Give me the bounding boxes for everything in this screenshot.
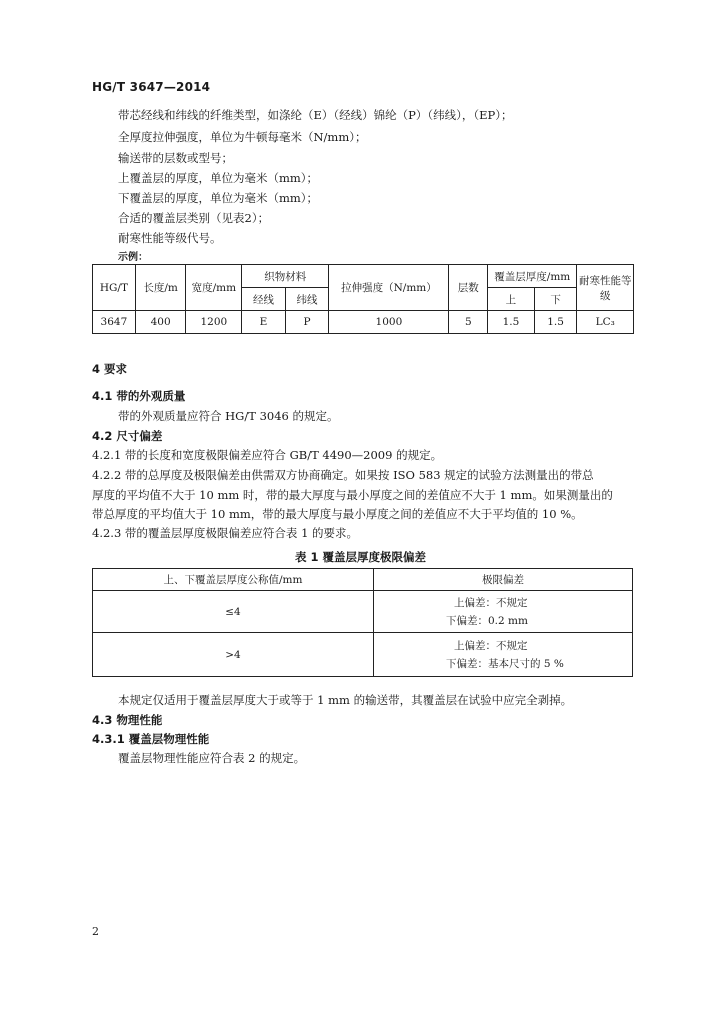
section-4-2-1-text: 4.2.1 带的长度和宽度极限偏差应符合 GB/T 4490—2009 的规定。	[92, 448, 443, 462]
intro-line-5: 下覆盖层的厚度，单位为毫米（mm）；	[118, 191, 319, 205]
deviation-cell	[374, 591, 633, 633]
section-4-1-heading: 4.1 带的外观质量	[92, 389, 186, 403]
col-hgt: HG/T	[93, 265, 136, 311]
cell-strength: 1000	[329, 311, 449, 334]
cell-cold: LC₃	[577, 311, 634, 334]
table-row	[93, 311, 634, 334]
col-strength: 拉伸强度（N/mm）	[329, 265, 449, 311]
col-fabric: 织物材料	[242, 265, 329, 288]
example-label: 示例：	[118, 252, 148, 263]
page-number: 2	[92, 925, 99, 938]
cell-top: 1.5	[488, 311, 535, 334]
col-plies: 层数	[449, 265, 488, 311]
section-4-2-2-line-1: 4.2.2 带的总厚度及极限偏差由供需双方协商确定。如果按 ISO 583 规定的试验方法测量出的带总	[92, 468, 594, 482]
col-cold: 耐寒性能等级	[577, 265, 634, 311]
cell-weft: P	[285, 311, 329, 334]
intro-line-7: 耐寒性能等级代号。	[118, 231, 222, 245]
section-4-3-heading: 4.3 物理性能	[92, 713, 163, 727]
lower-deviation: 下偏差：基本尺寸的 5 %	[446, 657, 564, 670]
intro-line-4: 上覆盖层的厚度，单位为毫米（mm）；	[118, 171, 319, 185]
section-4-2-2-line-2: 厚度的平均值不大于 10 mm 时，带的最大厚度与最小厚度之间的差值应不大于 1 mm。如果测量出的	[92, 488, 613, 502]
section-4-2-3-text: 4.2.3 带的覆盖层厚度极限偏差应符合表 1 的要求。	[92, 526, 359, 540]
section-4-heading: 4 要求	[92, 362, 128, 376]
col-cover: 覆盖层厚度/mm	[488, 265, 577, 288]
section-4-2-2-line-3: 带总厚度的平均值大于 10 mm，带的最大厚度与最小厚度之间的差值应不大于平均值的 10 %。	[92, 507, 583, 521]
col-width: 宽度/mm	[186, 265, 242, 311]
intro-line-2: 全厚度拉伸强度，单位为牛顿每毫米（N/mm）；	[118, 130, 367, 144]
deviation-cell	[374, 633, 633, 677]
cell-bottom: 1.5	[534, 311, 577, 334]
after-table-note: 本规定仅适用于覆盖层厚度大于或等于 1 mm 的输送带，其覆盖层在试验中应完全剥掉。	[118, 693, 573, 707]
section-4-1-text: 带的外观质量应符合 HG/T 3046 的规定。	[118, 409, 339, 423]
cell-warp: E	[242, 311, 286, 334]
cell-length: 400	[135, 311, 186, 334]
section-4-3-1-text: 覆盖层物理性能应符合表 2 的规定。	[118, 751, 306, 765]
intro-line-3: 输送带的层数或型号；	[118, 151, 233, 165]
example-table	[92, 264, 634, 334]
table-row	[93, 591, 633, 633]
table-row	[93, 633, 633, 677]
intro-line-6: 合适的覆盖层类别（见表2）；	[118, 211, 270, 225]
col-bottom: 下	[534, 288, 577, 311]
nominal-cell: >4	[93, 633, 374, 677]
col-warp: 经线	[242, 288, 286, 311]
table-1-col-deviation: 极限偏差	[374, 569, 633, 591]
standard-code-header: HG/T 3647—2014	[92, 80, 211, 94]
col-top: 上	[488, 288, 535, 311]
lower-deviation: 下偏差：0.2 mm	[446, 614, 528, 627]
section-4-2-heading: 4.2 尺寸偏差	[92, 429, 163, 443]
col-length: 长度/m	[135, 265, 186, 311]
nominal-cell: ≤4	[93, 591, 374, 633]
intro-line-1: 带芯经线和纬线的纤维类型，如涤纶（E）（经线）锦纶（P）（纬线），（EP）；	[118, 108, 513, 122]
table-1-col-nominal: 上、下覆盖层厚度公称值/mm	[93, 569, 374, 591]
upper-deviation: 上偏差：不规定	[454, 639, 528, 652]
table-1-caption: 表 1 覆盖层厚度极限偏差	[295, 550, 427, 564]
cell-hgt: 3647	[93, 311, 136, 334]
upper-deviation: 上偏差：不规定	[454, 596, 528, 609]
section-4-3-1-heading: 4.3.1 覆盖层物理性能	[92, 732, 210, 746]
cell-plies: 5	[449, 311, 488, 334]
cell-width: 1200	[186, 311, 242, 334]
col-weft: 纬线	[285, 288, 329, 311]
table-1	[92, 568, 633, 677]
